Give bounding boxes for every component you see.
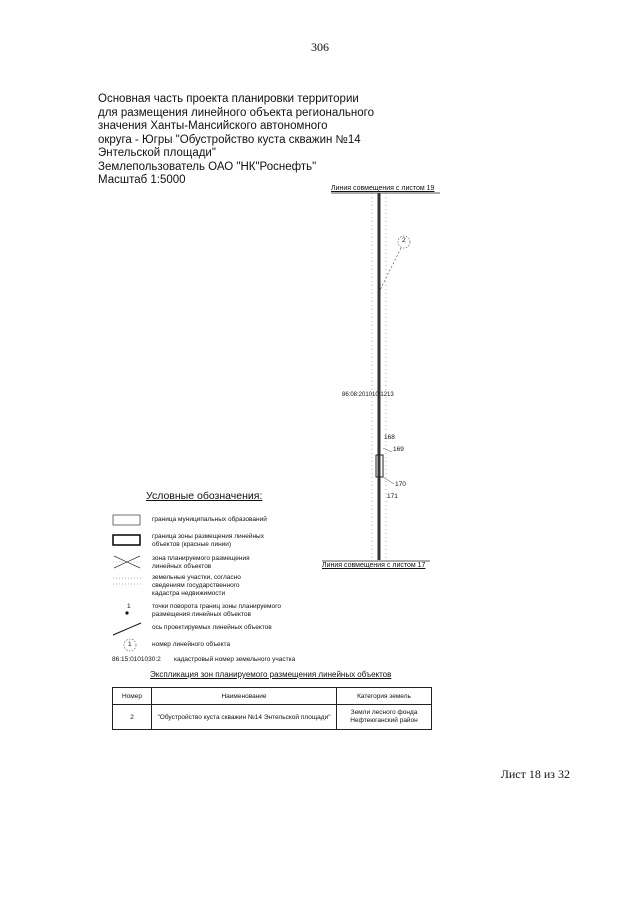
point-leader bbox=[383, 448, 392, 452]
top-alignment-label: Линия совмещения с листом 19 bbox=[331, 185, 435, 192]
title-line: для размещения линейного объекта регионального bbox=[98, 106, 374, 119]
title-line: округа - Югры "Обустройство куста скважин №14 bbox=[98, 133, 361, 146]
object-number-sample: 1 bbox=[128, 641, 132, 648]
legend-item bbox=[112, 555, 332, 573]
dotted-parcel-symbol bbox=[112, 574, 142, 588]
legend-text: ось проектируемых линейных объектов bbox=[152, 624, 272, 631]
hatch-zone-symbol bbox=[112, 555, 142, 569]
legend-title: Условные обозначения: bbox=[146, 490, 263, 502]
point-label: 168 bbox=[384, 434, 395, 441]
title-line: Землепользователь ОАО "НК"Роснефть" bbox=[98, 160, 317, 173]
title-line: Энтельской площади" bbox=[98, 147, 216, 159]
bottom-alignment-label: Линия совмещения с листом 17 bbox=[322, 562, 426, 569]
cell-category: Земли лесного фонда Нефтеюганский район bbox=[337, 705, 432, 730]
scale-line: Масштаб 1:5000 bbox=[98, 174, 186, 186]
cell-name: "Обустройство куста скважин №14 Энтельской площади" bbox=[152, 705, 337, 730]
legend-text: точки поворота границ зоны планируемого размещения линейных объектов bbox=[152, 603, 281, 618]
point-label: 171 bbox=[387, 493, 398, 500]
title-line: Основная часть проекта планировки территории bbox=[98, 93, 359, 105]
title-line: значения Ханты-Мансийского автономного bbox=[98, 120, 328, 132]
legend-item bbox=[112, 513, 332, 531]
header-name: Наименование bbox=[152, 688, 337, 705]
point-leader bbox=[383, 477, 394, 484]
sheet-footer: Лист 18 из 32 bbox=[500, 767, 570, 781]
axis-line-symbol bbox=[112, 622, 142, 636]
point-label: 170 bbox=[395, 481, 406, 488]
rect-thin-symbol bbox=[112, 513, 142, 527]
legend-item bbox=[112, 574, 332, 600]
legend-text: номер линейного объекта bbox=[152, 641, 231, 648]
legend-text: граница муниципальных образований bbox=[152, 516, 267, 523]
explication-table bbox=[112, 687, 432, 730]
cadastral-number-label: 86:08:201010:1213 bbox=[342, 392, 394, 398]
point-label: 169 bbox=[393, 446, 404, 453]
object-callout-line bbox=[380, 248, 401, 290]
object-number-label: 2 bbox=[402, 237, 406, 244]
table-row bbox=[113, 705, 432, 730]
header-category: Категория земель bbox=[337, 688, 432, 705]
rect-thick-symbol bbox=[112, 533, 142, 547]
cadastral-example-text: кадастровый номер земельного участка bbox=[174, 656, 296, 663]
legend-item bbox=[112, 603, 332, 621]
legend-text: граница зоны размещения линейных объектов (красные линии) bbox=[152, 533, 264, 548]
legend-text: зона планируемого размещения линейных объектов bbox=[152, 555, 250, 570]
table-header-row bbox=[113, 688, 432, 705]
page-number: 306 bbox=[311, 40, 329, 54]
legend-text: земельные участки, согласно сведениям государственного кадастра недвижимости bbox=[152, 574, 241, 597]
cadastral-example-code: 86:15:0101030:2 bbox=[112, 656, 161, 663]
cell-number: 2 bbox=[113, 705, 152, 730]
object-number-symbol bbox=[112, 638, 142, 652]
legend-item bbox=[112, 533, 332, 551]
turn-point-number: 1 bbox=[127, 603, 131, 610]
explication-title: Экспликация зон планируемого размещения линейных объектов bbox=[150, 670, 392, 679]
legend-item bbox=[112, 638, 332, 656]
header-number: Номер bbox=[113, 688, 152, 705]
